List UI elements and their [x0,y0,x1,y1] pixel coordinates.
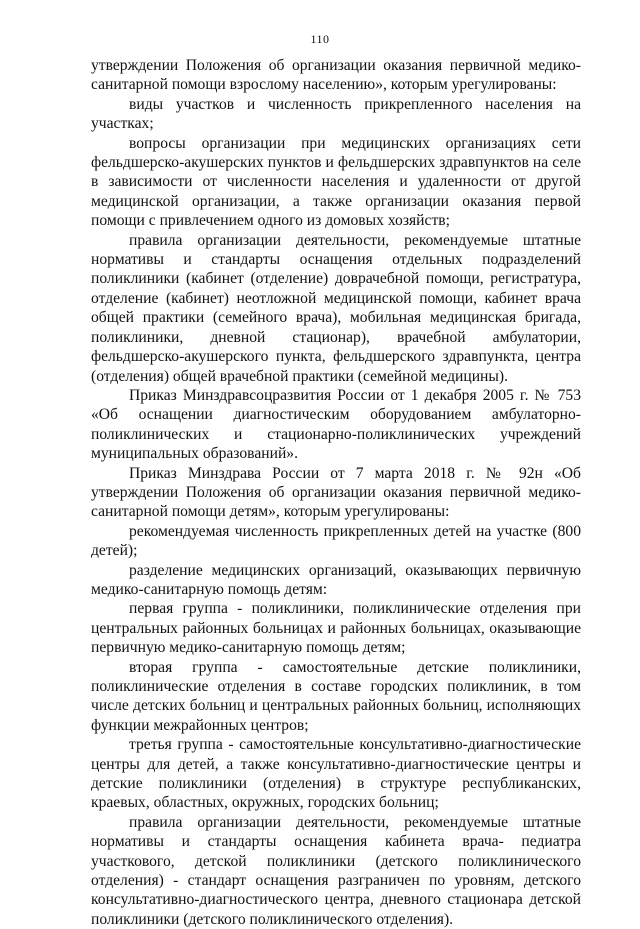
list-item-group-three: третья группа - самостоятельные консультативно-диагностические центры для детей, а также консультативно-диагностические центры и детские поликлиники (отделения) в структуре республиканских, краевых, областных, окружных, городских больниц; [91,736,581,812]
paragraph-order-753: Приказ Минздравсоцразвития России от 1 декабря 2005 г. № 753 «Об оснащении диагностическим оборудованием амбулаторно-поликлинических и стационарно-поликлинических учреждений муниципальных образований». [91,386,581,463]
list-item-pediatric-rules: правила организации деятельности, рекомендуемые штатные нормативы и стандарты оснащения кабинета врача- педиатра участкового, детской поликлиники (детского поликлинического отделения) - стандарт оснащения разграничен по уровням, детского консультативно-диагностического центра, дневного стационара детской поликлиники (детского поликлинического отделения). [91,813,581,928]
list-item-organization-groups: разделение медицинских организаций, оказывающих первичную медико-санитарную помощь детям: [91,561,581,598]
list-item-group-one: первая группа - поликлиники, поликлинические отделения при центральных районных больницах и районных больницах, оказывающие первичную медико-санитарную помощь детям; [91,600,581,657]
list-item-children-per-district: рекомендуемая численность прикрепленных детей на участке (800 детей); [91,522,581,560]
paragraph-continuation: утверждении Положения об организации оказания первичной медико-санитарной помощи взрослому населению», которым урегулированы: [91,57,581,94]
list-item-district-types: виды участков и численность прикрепленного населения на участках; [91,95,581,133]
document-body [91,56,581,929]
list-item-polyclinic-rules: правила организации деятельности, рекомендуемые штатные нормативы и стандарты оснащения отдельных подразделений поликлиники (кабинет (отделение) доврачебной помощи, регистратура, отделение (кабинет) неотложной медицинской помощи, кабинет врача общей практики (семейного врача), мобильная медицинская бригада, поликлиники, дневной стационар), врачебной амбулатории, фельдшерско-акушерского пункта, фельдшерского здравпункта, центра (отделения) общей врачебной практики (семейной медицины). [91,231,581,385]
list-item-feldsher-network: вопросы организации при медицинских организациях сети фельдшерско-акушерских пунктов и фельдшерских здравпунктов на селе в зависимости от численности населения и удаленности от другой медицинской организации, а также организации оказания первой помощи с привлечением одного из домовых хозяйств; [91,134,581,230]
paragraph-order-92n: Приказ Минздрава России от 7 марта 2018 г. № 92н «Об утверждении Положения об организации оказания первичной медико-санитарной помощи детям», которым урегулированы: [91,464,581,521]
page-number: 110 [310,32,330,46]
list-item-group-two: вторая группа - самостоятельные детские поликлиники, поликлинические отделения в составе городских поликлиник, в том числе детских больниц и центральных районных больниц, исполняющих функции межрайонных центров; [91,658,581,734]
